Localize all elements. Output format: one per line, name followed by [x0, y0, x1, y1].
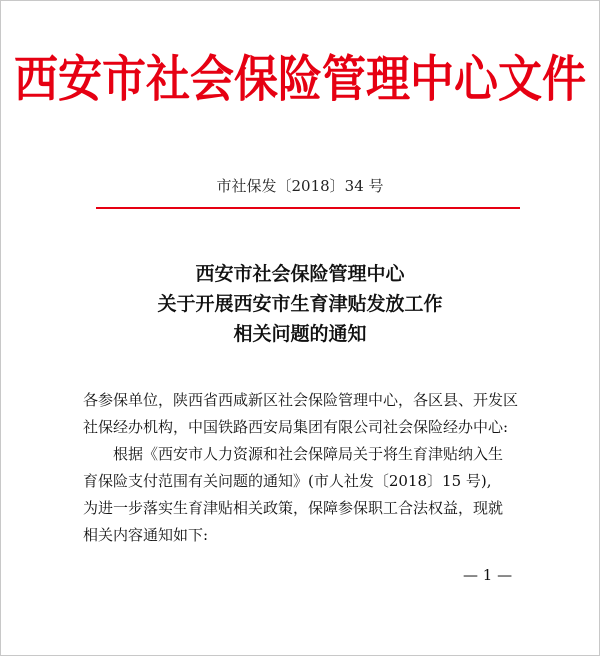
paragraph-1-line-3: 为进一步落实生育津贴相关政策，保障参保职工合法权益，现就	[83, 499, 504, 517]
title-line-3: 相关问题的通知	[233, 323, 367, 345]
paragraph-1-line-1: 根据《西安市人力资源和社会保障局关于将生育津贴纳入生	[113, 445, 504, 463]
paragraph-1-line-2: 育保险支付范围有关问题的通知》(市人社发〔2018〕15 号),	[83, 472, 492, 490]
addressee-line-1: 各参保单位，陕西省西咸新区社会保险管理中心，各区县、开发区	[83, 391, 519, 409]
notice-body	[83, 387, 529, 549]
page-number: — 1 —	[463, 566, 513, 584]
paragraph-1-line-4: 相关内容通知如下:	[83, 526, 209, 544]
addressee-line-2: 社保经办机构，中国铁路西安局集团有限公司社会保险经办中心:	[83, 418, 509, 436]
red-divider-line	[96, 207, 520, 209]
notice-title	[1, 259, 599, 349]
title-line-1: 西安市社会保险管理中心	[195, 263, 405, 285]
title-line-2: 关于开展西安市生育津贴发放工作	[157, 293, 443, 315]
document-red-header: 西安市社会保险管理中心文件	[14, 51, 586, 109]
document-number: 市社保发〔2018〕34 号	[216, 177, 384, 195]
